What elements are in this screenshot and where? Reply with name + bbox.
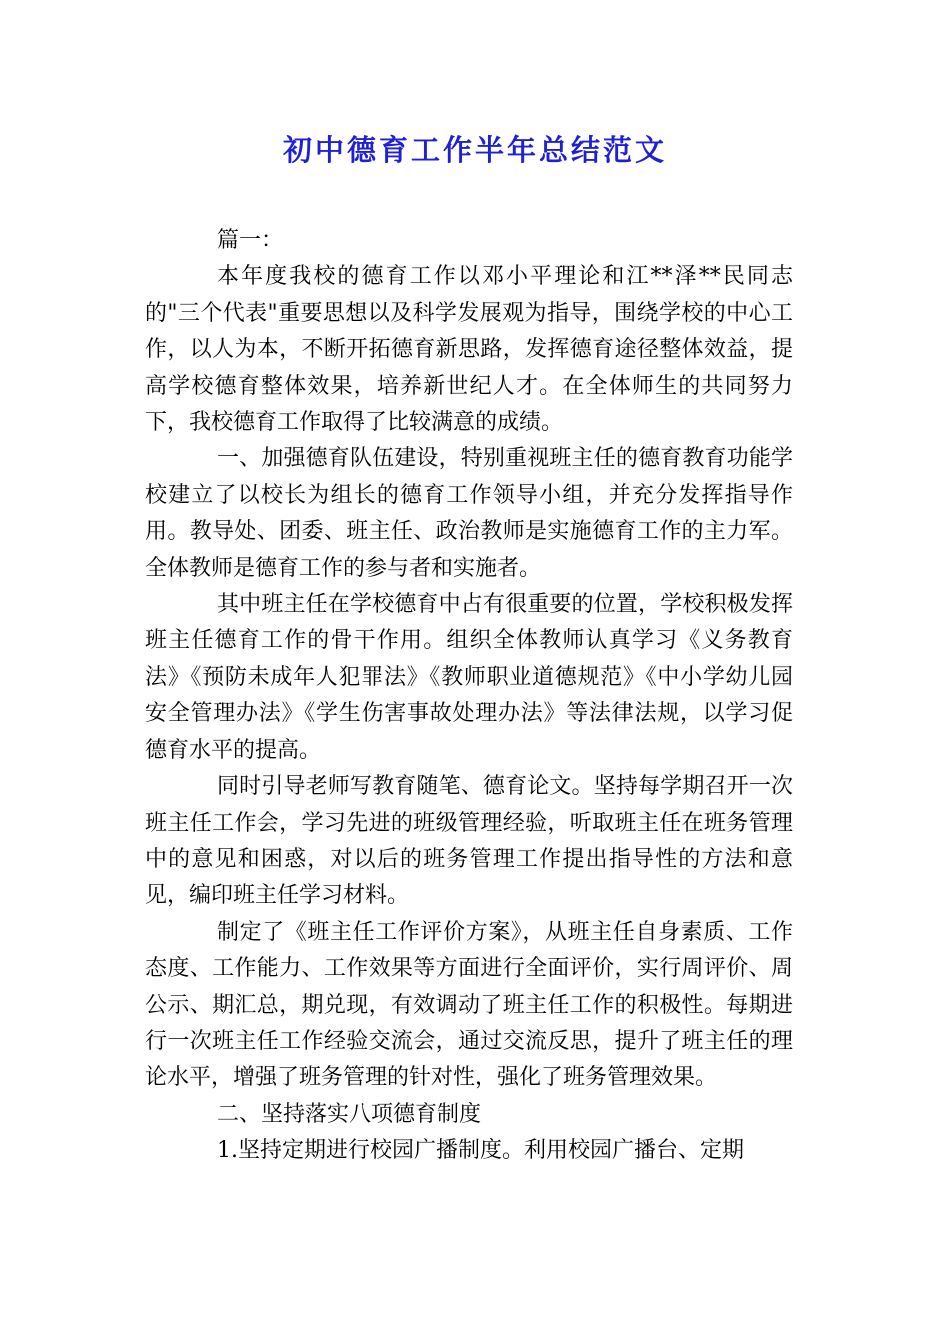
paragraph-heading-two: 二、坚持落实八项德育制度 [217, 1101, 482, 1127]
document-body [145, 223, 793, 1170]
paragraph-class-teacher-role: 其中班主任在学校德育中占有很重要的位置，学校积极发挥班主任德育工作的骨干作用。组织全体教师认真学习《义务教育法》《预防未成年人犯罪法》《教师职业道德规范》《中小学幼儿园安全管理办法》《学生伤害事故处理办法》等法律法规，以学习促德育水平的提高。 [145, 592, 793, 763]
document-title: 初中德育工作半年总结范文 [282, 133, 667, 167]
paragraph-guidance: 同时引导老师写教育随笔、德育论文。坚持每学期召开一次班主任工作会，学习先进的班级管理经验，听取班主任在班务管理中的意见和困惑，对以后的班务管理工作提出指导性的方法和意见，编印班主任学习材料。 [145, 774, 793, 909]
paragraph-item-one: 1.坚持定期进行校园广播制度。利用校园广播台、定期 [217, 1138, 744, 1164]
paragraph-section-label: 篇一： [217, 228, 284, 253]
paragraph-team-building: 一、加强德育队伍建设，特别重视班主任的德育教育功能学校建立了以校长为组长的德育工作领导小组，并充分发挥指导作用。教导处、团委、班主任、政治教师是实施德育工作的主力军。全体教师是德育工作的参与者和实施者。 [145, 446, 793, 581]
paragraph-intro: 本年度我校的德育工作以邓小平理论和江**泽**民同志的"三个代表"重要思想以及科学发展观为指导，围绕学校的中心工作，以人为本，不断开拓德育新思路，发挥德育途径整体效益，提高学校德育整体效果，培养新世纪人才。在全体师生的共同努力下，我校德育工作取得了比较满意的成绩。 [145, 264, 793, 436]
paragraph-evaluation: 制定了《班主任工作评价方案》，从班主任自身素质、工作态度、工作能力、工作效果等方面进行全面评价，实行周评价、周公示、期汇总，期兑现，有效调动了班主任工作的积极性。每期进行一次班主任工作经验交流会，通过交流反思，提升了班主任的理论水平，增强了班务管理的针对性，强化了班务管理效果。 [145, 919, 793, 1091]
